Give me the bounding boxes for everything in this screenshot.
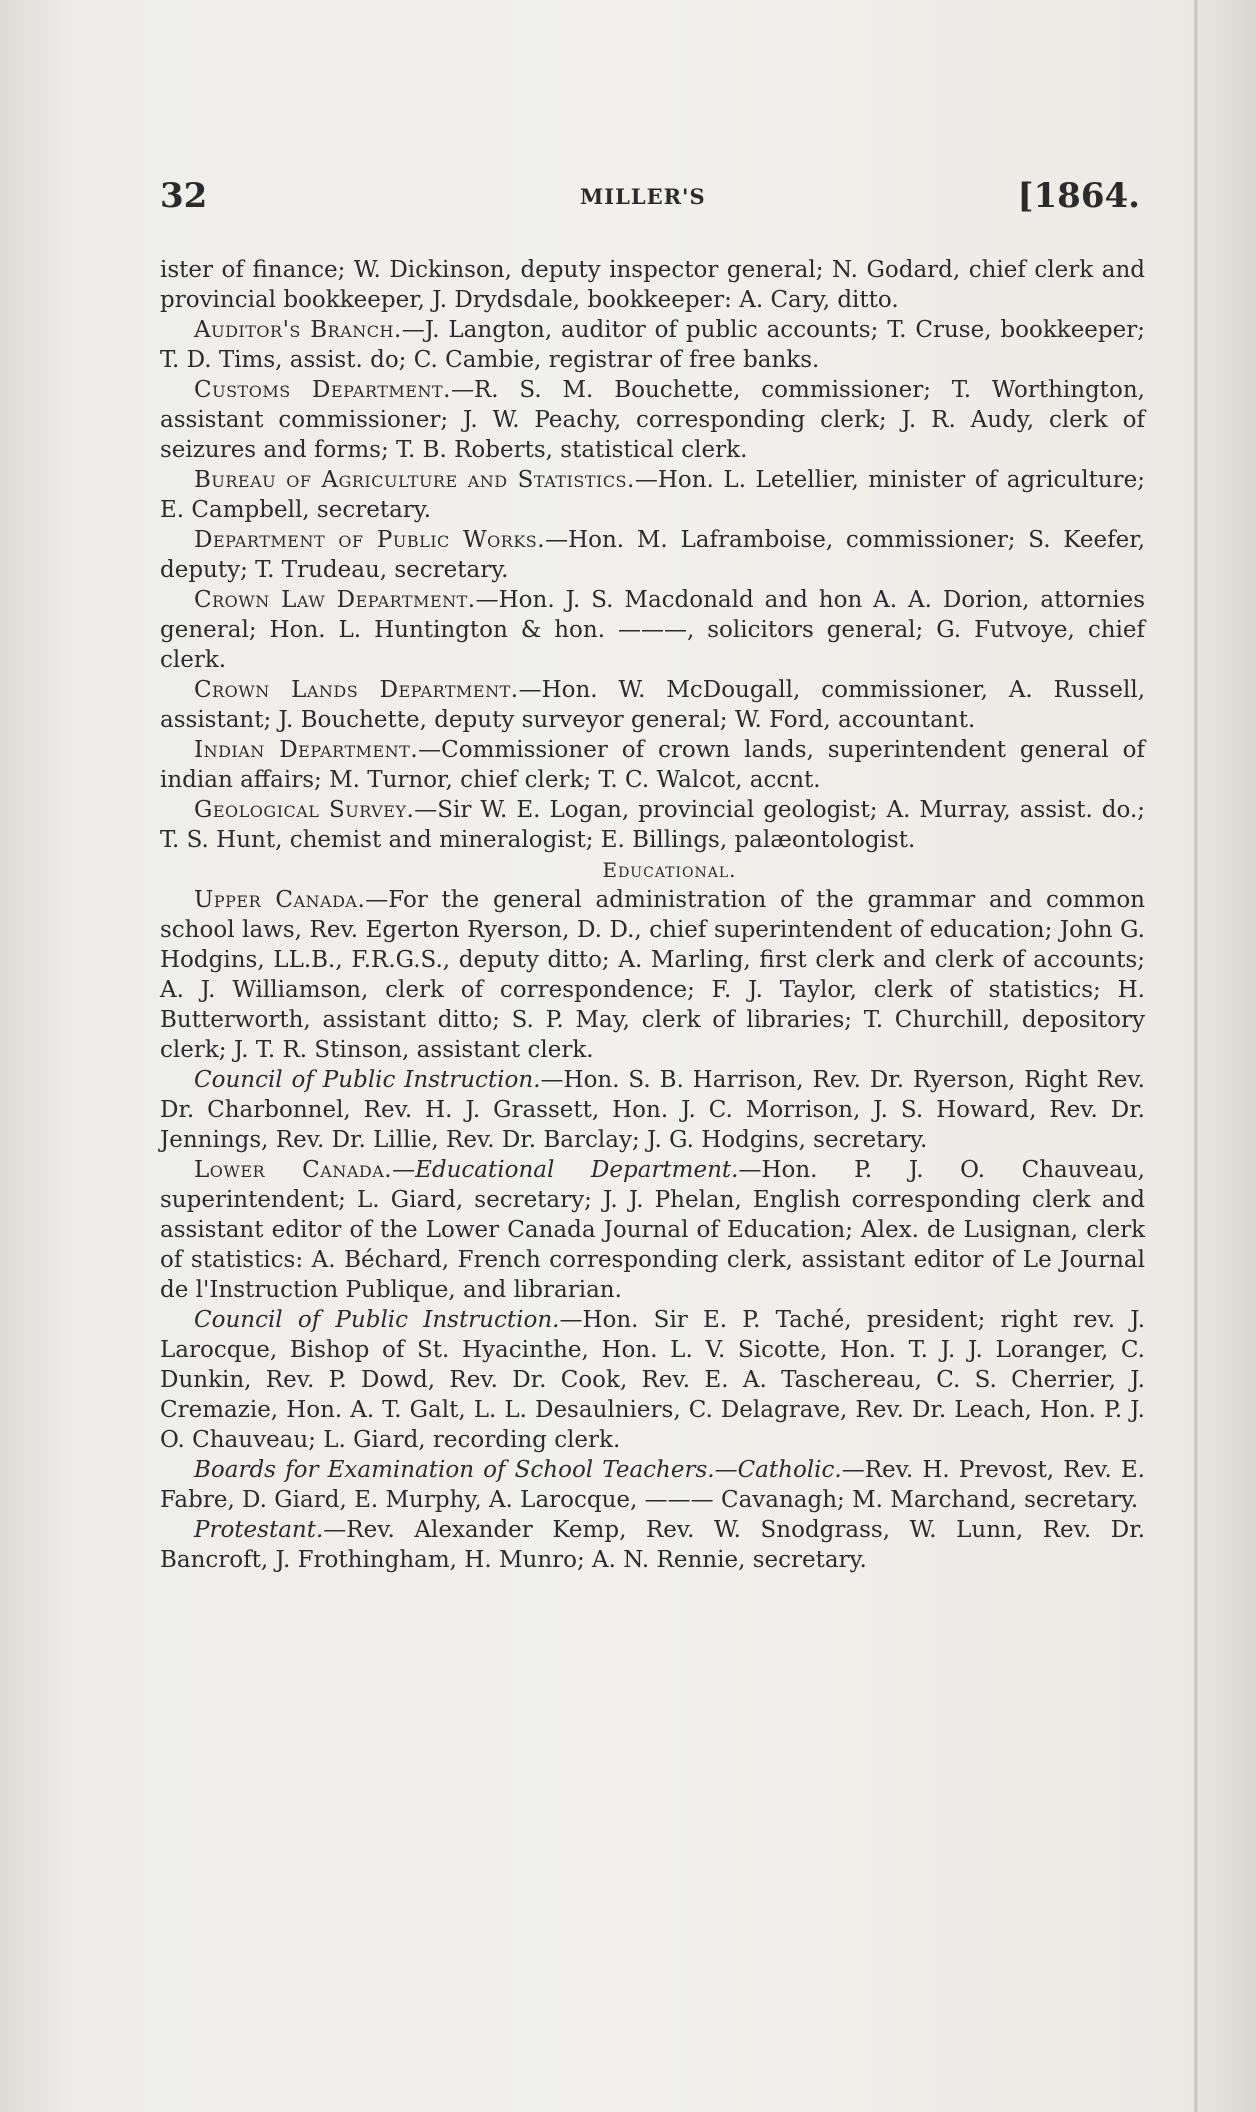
paragraph-text: —J. Langton, auditor of public accounts; T. Cruse, bookkeeper; T. D. Tims, assist. do; C. Cambie, registrar of free banks.: [160, 317, 1145, 373]
paragraph-text: —Rev. H. Prevost, Rev. E. Fabre, D. Giard, E. Murphy, A. Larocque, ——— Cavanagh; M. Marchand, secretary.: [160, 1457, 1145, 1513]
paragraph: [160, 1515, 1145, 1575]
paragraph-text: —Rev. Alexander Kemp, Rev. W. Snodgrass, W. Lunn, Rev. Dr. Bancroft, J. Frothingham, H. Munro; A. N. Rennie, secretary.: [160, 1517, 1145, 1573]
page-number: 32: [160, 176, 208, 216]
paragraph-lead: Geological Survey.: [194, 797, 415, 823]
paragraph-lead: Department of Public Works.: [194, 527, 546, 553]
paragraph: [160, 1155, 1145, 1305]
paragraph-text: ister of finance; W. Dickinson, deputy inspector general; N. Godard, chief clerk and provincial bookkeeper, J. Drydsdale, bookkeeper: A. Cary, ditto.: [160, 257, 1145, 313]
paragraph: [160, 315, 1145, 375]
paragraph: [160, 885, 1145, 1065]
page-header: [160, 176, 1140, 236]
page-body: [160, 255, 1145, 1575]
paragraph-lead: Bureau of Agriculture and Statistics.: [194, 467, 635, 493]
paragraph: [160, 735, 1145, 795]
paragraph-text: —Hon. J. S. Macdonald and hon A. A. Dorion, attornies general; Hon. L. Huntington & hon. ———, solicitors general; G. Futvoye, chief clerk.: [160, 587, 1145, 673]
paragraph-lead: Council of Public Instruction.: [194, 1067, 541, 1093]
paragraph: [160, 465, 1145, 525]
paragraph-lead: Crown Lands Department.: [194, 677, 519, 703]
paragraph-sublead: —Educational Department.: [392, 1157, 739, 1183]
running-title: MILLER'S: [580, 184, 706, 209]
paragraph-lead: Boards for Examination of School Teachers.—Catholic.: [194, 1457, 842, 1483]
paragraph-lead: Council of Public Instruction.: [194, 1307, 560, 1333]
paragraph-text: —Hon. P. J. O. Chauveau, superintendent; L. Giard, secretary; J. J. Phelan, English corresponding clerk and assistant editor of the Lower Canada Journal of Education; Alex. de Lusignan, clerk of statistics: A. Béchard, French corresponding clerk, assistant editor of Le Journal de l'Instruction Publique, and librarian.: [160, 1157, 1145, 1303]
paragraph-lead: Crown Law Department.: [194, 587, 476, 613]
paragraph-text: —Hon. M. Laframboise, commissioner; S. Keefer, deputy; T. Trudeau, secretary.: [160, 527, 1146, 583]
section-title: Educational.: [602, 858, 737, 882]
paragraph-text: —Hon. W. McDougall, commissioner, A. Russell, assistant; J. Bouchette, deputy surveyor general; W. Ford, accountant.: [160, 677, 1146, 733]
paragraph: [160, 525, 1145, 585]
paragraph-lead: Lower Canada.: [194, 1157, 393, 1183]
paragraph-text: —Commissioner of crown lands, superintendent general of indian affairs; M. Turnor, chief clerk; T. C. Walcot, accnt.: [160, 737, 1145, 793]
paragraph-text: —Sir W. E. Logan, provincial geologist; A. Murray, assist. do.; T. S. Hunt, chemist and mineralogist; E. Billings, palæontologist.: [160, 797, 1145, 853]
page-fold-shadow: [1194, 0, 1198, 2112]
paragraph: [160, 1455, 1145, 1515]
paragraph-lead: Protestant.: [194, 1517, 324, 1543]
paragraph-lead: Upper Canada.: [194, 887, 366, 913]
paragraph-lead: Auditor's Branch.: [194, 317, 402, 343]
paragraph-text: —R. S. M. Bouchette, commissioner; T. Worthington, assistant commissioner; J. W. Peachy, corresponding clerk; J. R. Audy, clerk of seizures and forms; T. B. Roberts, statistical clerk.: [160, 377, 1145, 463]
paragraph-text: —Hon. L. Letellier, minister of agriculture; E. Campbell, secretary.: [160, 467, 1145, 523]
paragraph-text: —Hon. S. B. Harrison, Rev. Dr. Ryerson, Right Rev. Dr. Charbonnel, Rev. H. J. Grassett, Hon. J. C. Morrison, J. S. Howard, Rev. Dr. Jennings, Rev. Dr. Lillie, Rev. Dr. Barclay; J. G. Hodgins, secretary.: [160, 1067, 1145, 1153]
paragraph: [160, 375, 1145, 465]
paragraph: [160, 255, 1145, 315]
paragraph: [160, 585, 1145, 675]
paragraph: [160, 795, 1145, 855]
paragraph-lead: Indian Department.: [194, 737, 419, 763]
page-year: [1864.: [1017, 176, 1140, 216]
paragraph-text: —For the general administration of the grammar and common school laws, Rev. Egerton Ryerson, D. D., chief superintendent of education; John G. Hodgins, LL.B., F.R.G.S., deputy ditto; A. Marling, first clerk and clerk of accounts; A. J. Williamson, clerk of correspondence; F. J. Taylor, clerk of statistics; H. Butterworth, assistant ditto; S. P. May, clerk of libraries; T. Churchill, depository clerk; J. T. R. Stinson, assistant clerk.: [160, 887, 1145, 1063]
paragraph: [160, 675, 1145, 735]
paragraph-text: —Hon. Sir E. P. Taché, president; right rev. J. Larocque, Bishop of St. Hyacinthe, Hon. L. V. Sicotte, Hon. T. J. J. Loranger, C. Dunkin, Rev. P. Dowd, Rev. Dr. Cook, Rev. E. A. Taschereau, C. S. Cherrier, J. Cremazie, Hon. A. T. Galt, L. L. Desaulniers, C. Delagrave, Rev. Dr. Leach, Hon. P. J. O. Chauveau; L. Giard, recording clerk.: [160, 1307, 1146, 1453]
paragraph: [160, 1065, 1145, 1155]
paragraph-lead: Customs Department.: [194, 377, 451, 403]
paragraph: [160, 1305, 1145, 1455]
